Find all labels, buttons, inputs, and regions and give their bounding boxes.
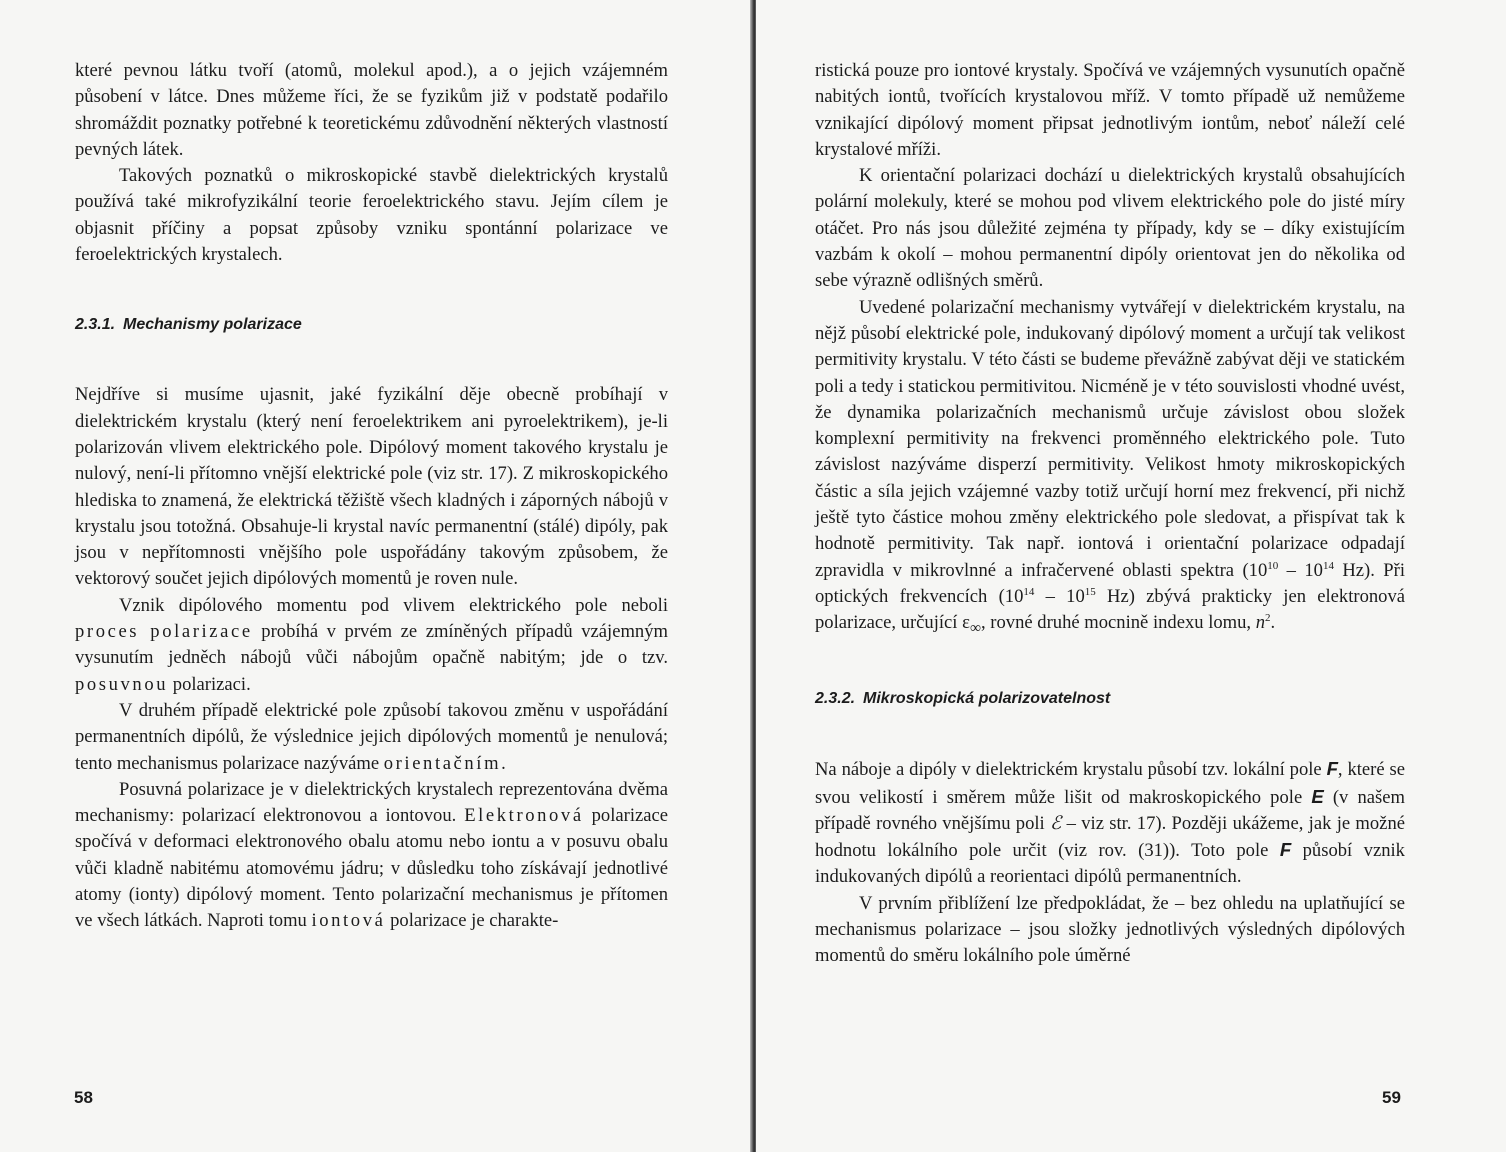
text-run: působí vznik indukovaných dipólů a reorientaci dipólů permanentních. bbox=[815, 840, 1405, 888]
text-run: Vznik dipólového momentu pod vlivem elektrického pole neboli bbox=[119, 594, 668, 616]
paragraph: V prvním přiblížení lze předpokládat, že – bez ohledu na uplatňující se mechanismus polarizace – jsou složky jednotlivých výsledných dipólových momentů do směru lokálního pole úměrné bbox=[815, 892, 1405, 967]
paragraph bbox=[75, 593, 668, 698]
vector-symbol: F bbox=[1326, 758, 1338, 780]
text-run: polarizace je charakte- bbox=[385, 910, 559, 932]
spaced-term: posuvnou bbox=[75, 673, 169, 695]
paragraph: Takových poznatků o mikroskopické stavbě dielektrických krystalů používá také mikrofyzikální teorie feroelektrického stavu. Jejím cílem je objasnit příčiny a popsat způsoby vzniku spontánní polarizace ve feroelektrických krystalech. bbox=[75, 165, 668, 266]
text-run: – 10 bbox=[1034, 585, 1085, 607]
paragraph bbox=[815, 295, 1405, 643]
text-run: Hz) zbývá prakticky jen elektronová polarizace, určující ε bbox=[815, 585, 1406, 634]
section-title: Mikroskopická polarizovatelnost bbox=[863, 690, 1111, 708]
text-run: V druhém případě elektrické pole způsobí takovou změnu v uspořádání permanentních dipólů, že výslednice jejich dipólových momentů je nenulová; tento mechanismus polarizace nazýváme bbox=[75, 699, 668, 774]
superscript: 10 bbox=[1267, 559, 1279, 572]
superscript: 2 bbox=[1265, 612, 1271, 625]
left-page bbox=[0, 0, 752, 1152]
superscript: 14 bbox=[1322, 559, 1334, 572]
paragraph bbox=[75, 698, 668, 777]
spaced-term: orientačním bbox=[383, 752, 502, 774]
page-number: 59 bbox=[1382, 1088, 1401, 1107]
section-number: 2.3.2. bbox=[815, 690, 856, 708]
text-run: polarizaci. bbox=[168, 673, 251, 695]
spaced-term: Elektronová bbox=[464, 805, 584, 827]
vector-symbol: E bbox=[1311, 785, 1324, 807]
text-run: , které se svou velikostí i směrem může lišit od makroskopického pole bbox=[815, 759, 1405, 808]
text-run: , rovné druhé mocnině indexu lomu, bbox=[981, 612, 1256, 634]
section-title: Mechanismy polarizace bbox=[123, 316, 302, 334]
text-run: polarizace spočívá v deformaci elektronového obalu atomu nebo iontu a v posuvu obalu vůči kladně nabitému atomovému jádru; v důsledku toho získávají jednotlivé atomy (ionty) dipólový moment. Tento polarizační mechanismus je přítomen ve všech látkách. Naproti tomu bbox=[75, 805, 668, 932]
text-run: . bbox=[501, 752, 506, 774]
page-number: 58 bbox=[74, 1088, 93, 1107]
section-heading bbox=[75, 315, 668, 335]
text-run: Posuvná polarizace je v dielektrických krystalech reprezentována dvěma mechanismy: polarizací elektronovou a iontovou. bbox=[75, 778, 668, 827]
text-run: – viz str. 17). Později ukážeme, jak je možné hodnotu lokálního pole určit (viz rov. (31)). Toto pole bbox=[815, 812, 1405, 862]
text-run: probíhá v prvém ze zmíněných případů vzájemným vysunutím jedněch nábojů vůči nábojům opačně nabitým; jde o tzv. bbox=[75, 621, 668, 669]
text-run: . bbox=[1270, 612, 1276, 634]
text-run: Na náboje a dipóly v dielektrickém krystalu působí tzv. lokální pole bbox=[815, 759, 1327, 781]
paragraph: které pevnou látku tvoří (atomů, molekul apod.), a o jejich vzájemném působení v látce. Dnes můžeme říci, že se fyzikům již v podstatě podařilo shromáždit poznatky potřebné k teoretickému zdůvodnění některých vlastností pevných látek. bbox=[75, 60, 668, 160]
paragraph: ristická pouze pro iontové krystaly. Spočívá ve vzájemných vysunutích opačně nabitých iontů, tvořících krystalovou mříž. V tomto případě už nemůžeme vznikající dipólový moment připsat jednotlivým iontům, neboť náleží celé krystalové mříži. bbox=[815, 60, 1405, 160]
subscript: ∞ bbox=[969, 619, 981, 637]
right-page-body bbox=[815, 58, 1405, 970]
left-page-body bbox=[75, 58, 668, 935]
math-symbol: ℰ bbox=[1050, 812, 1062, 834]
paragraph bbox=[815, 756, 1405, 890]
section-heading bbox=[815, 689, 1405, 709]
superscript: 15 bbox=[1084, 585, 1096, 598]
spaced-term: iontová bbox=[311, 910, 386, 932]
text-run: Hz). Při optických frekvencích (10 bbox=[815, 559, 1405, 607]
paragraph: K orientační polarizaci dochází u dielektrických krystalů obsahujících polární molekuly, které se mohou pod vlivem elektrického pole do jisté míry otáčet. Pro nás jsou důležité zejména ty případy, kdy se – díky existujícím vazbám k okolí – mohou permanentní dipóly orientovat jen do několika od sebe výrazně odlišných směrů. bbox=[815, 165, 1405, 292]
math-variable: n bbox=[1255, 612, 1266, 634]
paragraph bbox=[75, 777, 668, 935]
text-run: Uvedené polarizační mechanismy vytvářejí v dielektrickém krystalu, na nějž působí elektrické pole, indukovaný dipólový moment a určují tak velikost permitivity krystalu. V této části se budeme převážně zabývat ději ve statickém poli a tedy i statickou permitivitou. Nicméně je v této souvislosti vhodné uvést, že dynamika polarizačních mechanismů určuje závislost obou složek komplexní permitivity na frekvenci proměnného elektrického pole. Tuto závislost nazýváme disperzí permitivity. Velikost hmoty mikroskopických částic a síla jejich vzájemné vazby totiž určují horní mez frekvencí, při nichž ještě tyto částice mohou změny elektrického pole sledovat, a přispívat tak k hodnotě permitivity. Tak např. iontová i orientační polarizace odpadají zpravidla v mikrovlnné a infračervené oblasti spektra (10 bbox=[815, 296, 1405, 581]
text-run: – 10 bbox=[1278, 559, 1323, 581]
right-page bbox=[756, 0, 1506, 1152]
superscript: 14 bbox=[1023, 585, 1035, 598]
vector-symbol: F bbox=[1279, 839, 1292, 861]
text-run: (v našem případě rovného vnějšímu poli bbox=[815, 786, 1405, 834]
spaced-term: proces polarizace bbox=[75, 621, 253, 643]
section-number: 2.3.1. bbox=[75, 316, 116, 334]
paragraph: Nejdříve si musíme ujasnit, jaké fyzikální děje obecně probíhají v dielektrickém krystalu (který není feroelektrikem ani pyroelektrikem), je-li polarizován vlivem elektrického pole. Dipólový moment takového krystalu je nulový, není-li přítomno vnější elektrické pole (viz str. 17). Z mikroskopického hlediska to znamená, že elektrická těžiště všech kladných i záporných nábojů v krystalu jsou totožná. Obsahuje-li krystal navíc permanentní (stálé) dipóly, pak jsou v nepřítomnosti vnějšího pole uspořádány takovým způsobem, že vektorový součet jejich dipólových momentů je roven nule. bbox=[75, 384, 668, 590]
